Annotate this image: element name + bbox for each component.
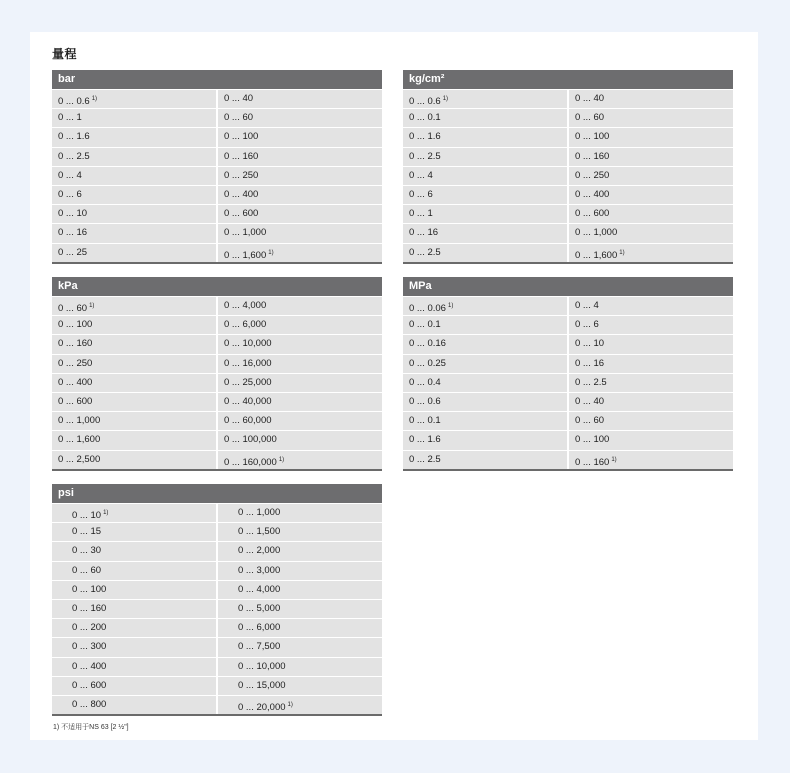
table-row xyxy=(52,166,382,185)
footnote-marker: 1) xyxy=(619,249,625,256)
range-cell xyxy=(567,148,733,166)
range-value: 0 ... 1,500 xyxy=(238,526,281,538)
footnote: 1) 不适用于NS 63 [2 ½"] xyxy=(53,724,129,731)
table-row xyxy=(403,185,733,204)
range-value: 0 ... 100 xyxy=(224,131,259,143)
range-value: 0 ... 4 xyxy=(575,300,599,311)
range-cell xyxy=(403,316,567,334)
range-value: 0 ... 7,500 xyxy=(238,641,281,653)
range-cell xyxy=(52,186,216,204)
range-value: 0 ... 2.5 xyxy=(409,246,441,258)
range-table-bar xyxy=(52,70,382,264)
range-cell xyxy=(216,148,382,166)
range-cell xyxy=(403,374,567,392)
table-row xyxy=(52,392,382,411)
range-cell xyxy=(567,451,733,469)
range-value: 0 ... 250 xyxy=(58,357,93,369)
table-row xyxy=(403,166,733,185)
range-value: 0 ... 0.6 xyxy=(58,96,90,107)
range-cell xyxy=(52,431,216,449)
range-cell xyxy=(216,600,382,618)
document-page xyxy=(30,32,758,740)
footnote-marker: 1) xyxy=(268,249,274,256)
range-value: 0 ... 160 xyxy=(575,150,610,162)
range-value: 0 ... 0.1 xyxy=(409,415,441,427)
range-cell xyxy=(216,638,382,656)
range-value: 0 ... 400 xyxy=(575,188,610,200)
range-cell xyxy=(567,316,733,334)
range-value: 0 ... 10 xyxy=(58,208,88,220)
range-value: 0 ... 100,000 xyxy=(224,434,277,446)
range-value: 0 ... 20,000 xyxy=(238,701,286,713)
range-value: 0 ... 1 xyxy=(58,112,82,124)
range-value: 0 ... 100 xyxy=(575,434,610,446)
table-row xyxy=(403,450,733,469)
table-row xyxy=(52,450,382,469)
range-value: 0 ... 600 xyxy=(58,395,93,407)
table-row xyxy=(52,127,382,146)
range-cell xyxy=(52,244,216,262)
range-value: 0 ... 4,000 xyxy=(238,583,281,595)
table-row xyxy=(52,315,382,334)
range-cell xyxy=(216,581,382,599)
range-value: 0 ... 160 xyxy=(58,338,93,350)
table-row xyxy=(52,657,382,676)
range-cell xyxy=(567,355,733,373)
range-value: 0 ... 2,000 xyxy=(238,545,281,557)
table-row xyxy=(403,127,733,146)
table-row xyxy=(52,541,382,560)
table-header: psi xyxy=(52,484,382,503)
table-row xyxy=(52,204,382,223)
table-row xyxy=(403,392,733,411)
range-value: 0 ... 0.6 xyxy=(409,96,441,107)
range-value: 0 ... 1.6 xyxy=(409,434,441,446)
range-cell xyxy=(216,374,382,392)
range-cell xyxy=(52,638,216,656)
range-cell xyxy=(403,412,567,430)
range-value: 0 ... 2.5 xyxy=(575,376,607,388)
table-row xyxy=(403,223,733,242)
range-value: 0 ... 1 xyxy=(409,208,433,220)
range-value: 0 ... 100 xyxy=(58,319,93,331)
range-value: 0 ... 400 xyxy=(224,188,259,200)
range-value: 0 ... 600 xyxy=(72,679,107,691)
range-cell xyxy=(403,167,567,185)
footnote-marker: 1) xyxy=(611,456,617,463)
range-cell xyxy=(52,542,216,560)
table-row xyxy=(403,354,733,373)
range-cell xyxy=(567,431,733,449)
footnote-marker: 1) xyxy=(287,701,293,708)
range-value: 0 ... 60 xyxy=(575,415,605,427)
range-value: 0 ... 0.16 xyxy=(409,338,446,350)
range-cell xyxy=(216,167,382,185)
range-cell xyxy=(567,167,733,185)
range-cell xyxy=(52,677,216,695)
range-value: 0 ... 60 xyxy=(224,112,254,124)
range-value: 0 ... 2.5 xyxy=(58,150,90,162)
footnote-marker: 1) xyxy=(447,303,454,309)
range-value: 0 ... 300 xyxy=(72,641,107,653)
range-cell xyxy=(216,205,382,223)
range-cell xyxy=(216,696,382,714)
range-value: 0 ... 40 xyxy=(224,93,254,104)
range-cell xyxy=(567,205,733,223)
range-value: 0 ... 10 xyxy=(72,510,102,521)
range-value: 0 ... 6,000 xyxy=(238,622,281,634)
range-cell xyxy=(216,244,382,262)
table-row xyxy=(52,676,382,695)
table-row xyxy=(52,296,382,315)
table-row xyxy=(403,204,733,223)
table-row xyxy=(52,354,382,373)
range-cell xyxy=(216,619,382,637)
range-value: 0 ... 0.6 xyxy=(409,395,441,407)
range-cell xyxy=(52,355,216,373)
range-cell xyxy=(216,316,382,334)
table-row xyxy=(403,89,733,108)
range-cell xyxy=(216,128,382,146)
range-value: 0 ... 0.06 xyxy=(409,303,446,314)
range-cell xyxy=(216,90,382,108)
range-value: 0 ... 6 xyxy=(409,188,433,200)
range-cell xyxy=(52,451,216,469)
range-cell xyxy=(216,451,382,469)
range-value: 0 ... 40 xyxy=(575,93,605,104)
range-cell xyxy=(403,244,567,262)
table-row xyxy=(52,430,382,449)
table-row xyxy=(52,147,382,166)
range-value: 0 ... 160,000 xyxy=(224,456,277,468)
table-row xyxy=(52,334,382,353)
table-row xyxy=(403,411,733,430)
table-row xyxy=(403,243,733,262)
range-value: 0 ... 5,000 xyxy=(238,602,281,614)
range-value: 0 ... 60 xyxy=(72,564,102,576)
range-value: 0 ... 2,500 xyxy=(58,453,101,465)
range-value: 0 ... 250 xyxy=(224,169,259,181)
range-cell xyxy=(216,412,382,430)
range-cell xyxy=(403,393,567,411)
range-table-kgcm2 xyxy=(403,70,733,264)
range-cell xyxy=(216,542,382,560)
range-cell xyxy=(52,148,216,166)
range-value: 0 ... 40,000 xyxy=(224,395,272,407)
table-header: MPa xyxy=(403,277,733,296)
range-value: 0 ... 60,000 xyxy=(224,415,272,427)
range-table-kpa xyxy=(52,277,382,471)
footnote-marker: 1) xyxy=(103,510,109,516)
range-cell xyxy=(403,186,567,204)
range-cell xyxy=(216,504,382,522)
range-cell xyxy=(52,205,216,223)
range-cell xyxy=(216,186,382,204)
range-value: 0 ... 60 xyxy=(575,112,605,124)
range-value: 0 ... 160 xyxy=(575,456,610,468)
range-cell xyxy=(52,224,216,242)
range-value: 0 ... 4 xyxy=(409,169,433,181)
table-row xyxy=(403,315,733,334)
table-row xyxy=(403,430,733,449)
range-cell xyxy=(52,374,216,392)
range-value: 0 ... 1,600 xyxy=(224,249,267,261)
range-value: 0 ... 16 xyxy=(409,227,439,239)
range-value: 0 ... 1,000 xyxy=(575,227,618,239)
range-cell xyxy=(52,658,216,676)
range-cell xyxy=(52,335,216,353)
table-header: bar xyxy=(52,70,382,89)
range-cell xyxy=(567,412,733,430)
table-row xyxy=(52,185,382,204)
table-row xyxy=(52,637,382,656)
range-cell xyxy=(567,224,733,242)
range-cell xyxy=(52,128,216,146)
range-value: 0 ... 15,000 xyxy=(238,679,286,691)
range-cell xyxy=(567,374,733,392)
table-row xyxy=(403,334,733,353)
range-cell xyxy=(567,90,733,108)
range-value: 0 ... 1,000 xyxy=(58,415,101,427)
footnote-marker: 1) xyxy=(91,96,98,102)
range-value: 0 ... 16 xyxy=(58,227,88,239)
range-cell xyxy=(567,128,733,146)
range-cell xyxy=(52,167,216,185)
range-cell xyxy=(52,619,216,637)
table-row xyxy=(52,580,382,599)
range-value: 0 ... 600 xyxy=(224,208,259,220)
range-cell xyxy=(216,523,382,541)
range-cell xyxy=(403,224,567,242)
range-value: 0 ... 15 xyxy=(72,526,102,538)
range-value: 0 ... 250 xyxy=(575,169,610,181)
range-cell xyxy=(52,316,216,334)
range-value: 0 ... 4,000 xyxy=(224,300,267,311)
range-cell xyxy=(52,504,216,522)
range-cell xyxy=(52,600,216,618)
table-row xyxy=(52,108,382,127)
table-row xyxy=(403,373,733,392)
range-cell xyxy=(403,109,567,127)
range-cell xyxy=(216,677,382,695)
table-row xyxy=(52,411,382,430)
table-row xyxy=(403,108,733,127)
table-row xyxy=(52,599,382,618)
range-cell xyxy=(216,297,382,315)
range-value: 0 ... 160 xyxy=(224,150,259,162)
range-cell xyxy=(403,431,567,449)
table-header: kPa xyxy=(52,277,382,296)
range-value: 0 ... 200 xyxy=(72,622,107,634)
range-value: 0 ... 10,000 xyxy=(224,338,272,350)
range-cell xyxy=(216,335,382,353)
table-row xyxy=(52,522,382,541)
table-row xyxy=(52,618,382,637)
range-value: 0 ... 100 xyxy=(72,583,107,595)
range-cell xyxy=(403,297,567,315)
range-cell xyxy=(216,224,382,242)
range-cell xyxy=(52,412,216,430)
range-cell xyxy=(567,297,733,315)
range-cell xyxy=(52,109,216,127)
range-cell xyxy=(567,244,733,262)
range-value: 0 ... 6 xyxy=(58,188,82,200)
range-cell xyxy=(216,355,382,373)
table-row xyxy=(52,695,382,714)
range-cell xyxy=(567,335,733,353)
footnote-marker: 1) xyxy=(442,96,449,102)
range-value: 0 ... 100 xyxy=(575,131,610,143)
range-value: 0 ... 400 xyxy=(58,376,93,388)
range-cell xyxy=(52,393,216,411)
table-row xyxy=(403,147,733,166)
page-heading: 量程 xyxy=(52,47,78,61)
range-cell xyxy=(403,205,567,223)
range-cell xyxy=(216,562,382,580)
range-table-mpa xyxy=(403,277,733,471)
range-value: 0 ... 0.25 xyxy=(409,357,446,369)
table-row xyxy=(403,296,733,315)
range-cell xyxy=(567,109,733,127)
range-value: 0 ... 16,000 xyxy=(224,357,272,369)
range-cell xyxy=(216,393,382,411)
range-cell xyxy=(52,523,216,541)
range-value: 0 ... 6,000 xyxy=(224,319,267,331)
table-row xyxy=(52,243,382,262)
range-value: 0 ... 60 xyxy=(58,303,88,314)
range-cell xyxy=(52,90,216,108)
table-row xyxy=(52,561,382,580)
range-value: 0 ... 3,000 xyxy=(238,564,281,576)
range-value: 0 ... 25 xyxy=(58,246,88,258)
range-value: 0 ... 0.1 xyxy=(409,319,441,331)
table-row xyxy=(52,503,382,522)
range-cell xyxy=(52,696,216,714)
range-value: 0 ... 0.4 xyxy=(409,376,441,388)
table-row xyxy=(52,223,382,242)
range-cell xyxy=(567,186,733,204)
range-value: 0 ... 10,000 xyxy=(238,660,286,672)
range-value: 0 ... 400 xyxy=(72,660,107,672)
table-row xyxy=(52,373,382,392)
range-value: 0 ... 2.5 xyxy=(409,453,441,465)
range-value: 0 ... 600 xyxy=(575,208,610,220)
range-cell xyxy=(403,335,567,353)
range-cell xyxy=(567,393,733,411)
range-value: 0 ... 160 xyxy=(72,602,107,614)
range-cell xyxy=(216,109,382,127)
range-cell xyxy=(52,581,216,599)
range-value: 0 ... 16 xyxy=(575,357,605,369)
range-table-psi xyxy=(52,484,382,716)
range-cell xyxy=(216,431,382,449)
range-cell xyxy=(403,128,567,146)
range-value: 0 ... 0.1 xyxy=(409,112,441,124)
range-value: 0 ... 1.6 xyxy=(58,131,90,143)
range-cell xyxy=(403,355,567,373)
range-value: 0 ... 6 xyxy=(575,319,599,331)
table-row xyxy=(52,89,382,108)
range-cell xyxy=(403,148,567,166)
range-value: 0 ... 800 xyxy=(72,698,107,710)
range-value: 0 ... 1,000 xyxy=(224,227,267,239)
footnote-marker: 1) xyxy=(89,303,95,309)
range-value: 0 ... 4 xyxy=(58,169,82,181)
range-cell xyxy=(403,451,567,469)
range-value: 0 ... 2.5 xyxy=(409,150,441,162)
range-value: 0 ... 25,000 xyxy=(224,376,272,388)
footnote-marker: 1) xyxy=(278,456,285,463)
table-header: kg/cm² xyxy=(403,70,733,89)
range-value: 0 ... 10 xyxy=(575,338,605,350)
range-cell xyxy=(216,658,382,676)
range-value: 0 ... 30 xyxy=(72,545,102,557)
range-cell xyxy=(52,562,216,580)
range-value: 0 ... 1,600 xyxy=(575,249,618,261)
range-value: 0 ... 1,000 xyxy=(238,507,281,518)
range-value: 0 ... 1,600 xyxy=(58,434,101,446)
range-cell xyxy=(52,297,216,315)
range-value: 0 ... 1.6 xyxy=(409,131,441,143)
range-cell xyxy=(403,90,567,108)
range-value: 0 ... 40 xyxy=(575,395,605,407)
